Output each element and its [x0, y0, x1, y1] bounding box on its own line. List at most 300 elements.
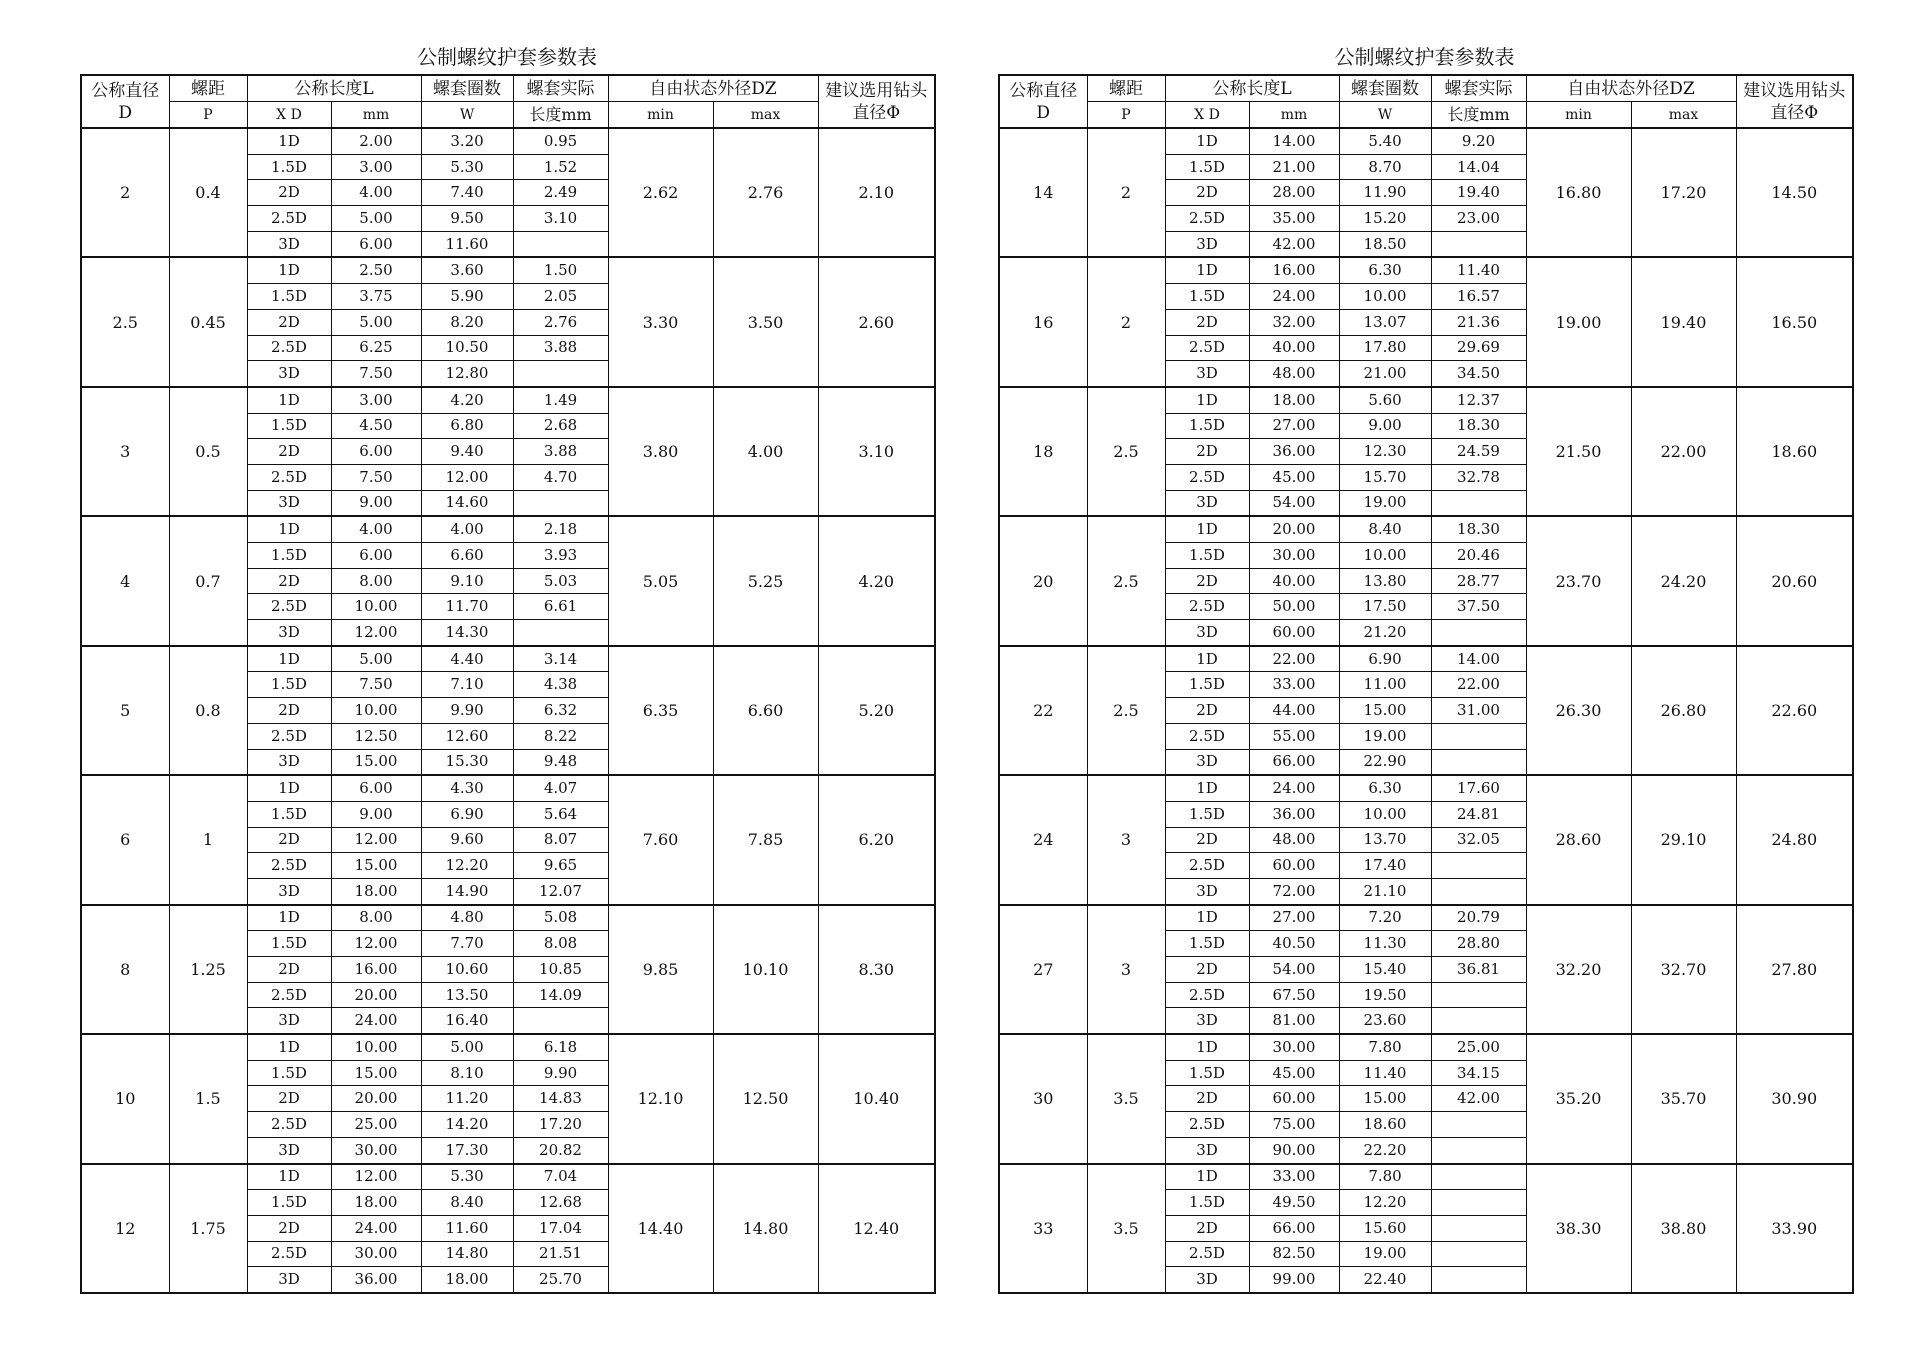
table-row [999, 387, 1853, 413]
drill-diameter-cell: 14.50 [1736, 128, 1853, 257]
length-multiplier-cell: 2D [1165, 1215, 1249, 1241]
free-od-max-cell: 7.85 [713, 775, 818, 904]
actual-length-cell: 20.79 [1431, 905, 1526, 931]
free-od-max-cell: 5.25 [713, 516, 818, 645]
actual-length-cell: 10.85 [513, 957, 608, 983]
free-od-min-cell: 28.60 [1526, 775, 1631, 904]
drill-diameter-cell: 8.30 [818, 905, 935, 1034]
coils-cell: 14.30 [421, 620, 513, 646]
header-actual-length: 螺套实际 [1431, 75, 1526, 102]
length-mm-cell: 14.00 [1249, 128, 1339, 154]
nominal-diameter-cell: 2 [81, 128, 169, 257]
coils-cell: 15.00 [1339, 698, 1431, 724]
length-mm-cell: 82.50 [1249, 1241, 1339, 1267]
pitch-cell: 1.25 [169, 905, 247, 1034]
free-od-max-cell: 32.70 [1631, 905, 1736, 1034]
free-od-max-cell: 14.80 [713, 1164, 818, 1293]
length-mm-cell: 24.00 [331, 1215, 421, 1241]
actual-length-cell: 1.49 [513, 387, 608, 413]
coils-cell: 3.60 [421, 257, 513, 283]
length-mm-cell: 15.00 [331, 749, 421, 775]
actual-length-cell: 29.69 [1431, 335, 1526, 361]
nominal-diameter-cell: 27 [999, 905, 1087, 1034]
length-multiplier-cell: 1.5D [247, 1060, 331, 1086]
table-row [999, 646, 1853, 672]
length-mm-cell: 45.00 [1249, 1060, 1339, 1086]
drill-diameter-cell: 18.60 [1736, 387, 1853, 516]
actual-length-cell: 42.00 [1431, 1086, 1526, 1112]
actual-length-cell: 24.81 [1431, 801, 1526, 827]
length-multiplier-cell: 1D [1165, 905, 1249, 931]
pitch-cell: 0.5 [169, 387, 247, 516]
header-actual-length-unit: 长度mm [513, 102, 608, 129]
length-multiplier-cell: 1.5D [247, 284, 331, 310]
length-mm-cell: 81.00 [1249, 1008, 1339, 1034]
coils-cell: 14.60 [421, 490, 513, 516]
table-row [999, 128, 1853, 154]
length-multiplier-cell: 1.5D [1165, 154, 1249, 180]
free-od-max-cell: 22.00 [1631, 387, 1736, 516]
length-multiplier-cell: 1D [247, 257, 331, 283]
length-mm-cell: 16.00 [1249, 257, 1339, 283]
coils-cell: 22.40 [1339, 1267, 1431, 1293]
actual-length-cell: 16.57 [1431, 284, 1526, 310]
actual-length-cell: 5.08 [513, 905, 608, 931]
coils-cell: 22.20 [1339, 1137, 1431, 1163]
actual-length-cell: 17.04 [513, 1215, 608, 1241]
actual-length-cell: 3.14 [513, 646, 608, 672]
coils-cell: 10.00 [1339, 801, 1431, 827]
length-multiplier-cell: 2.5D [1165, 723, 1249, 749]
drill-diameter-cell: 2.10 [818, 128, 935, 257]
free-od-min-cell: 9.85 [608, 905, 713, 1034]
coils-cell: 9.50 [421, 206, 513, 232]
coils-cell: 8.40 [1339, 516, 1431, 542]
length-multiplier-cell: 2D [247, 309, 331, 335]
actual-length-cell: 2.18 [513, 516, 608, 542]
free-od-min-cell: 5.05 [608, 516, 713, 645]
coils-cell: 13.70 [1339, 827, 1431, 853]
drill-diameter-cell: 22.60 [1736, 646, 1853, 775]
length-mm-cell: 30.00 [331, 1137, 421, 1163]
actual-length-cell: 17.20 [513, 1112, 608, 1138]
actual-length-cell: 7.04 [513, 1164, 608, 1190]
table-row [999, 516, 1853, 542]
coils-cell: 7.80 [1339, 1164, 1431, 1190]
length-multiplier-cell: 1.5D [1165, 1190, 1249, 1216]
coils-cell: 9.10 [421, 568, 513, 594]
actual-length-cell: 3.93 [513, 543, 608, 569]
actual-length-cell: 32.78 [1431, 464, 1526, 490]
length-mm-cell: 5.00 [331, 646, 421, 672]
length-multiplier-cell: 3D [247, 878, 331, 904]
length-multiplier-cell: 3D [1165, 749, 1249, 775]
length-mm-cell: 21.00 [1249, 154, 1339, 180]
length-multiplier-cell: 1.5D [247, 1190, 331, 1216]
length-multiplier-cell: 1D [247, 516, 331, 542]
length-multiplier-cell: 1D [247, 1164, 331, 1190]
coils-cell: 22.90 [1339, 749, 1431, 775]
coils-cell: 15.30 [421, 749, 513, 775]
length-multiplier-cell: 2.5D [1165, 594, 1249, 620]
header-xd: X D [247, 102, 331, 129]
length-multiplier-cell: 2D [247, 180, 331, 206]
length-multiplier-cell: 3D [1165, 878, 1249, 904]
coils-cell: 9.40 [421, 439, 513, 465]
length-multiplier-cell: 1.5D [1165, 413, 1249, 439]
length-multiplier-cell: 1.5D [1165, 1060, 1249, 1086]
coils-cell: 23.60 [1339, 1008, 1431, 1034]
nominal-diameter-cell: 22 [999, 646, 1087, 775]
nominal-diameter-cell: 14 [999, 128, 1087, 257]
length-mm-cell: 90.00 [1249, 1137, 1339, 1163]
drill-diameter-cell: 24.80 [1736, 775, 1853, 904]
length-mm-cell: 7.50 [331, 361, 421, 387]
length-mm-cell: 67.50 [1249, 982, 1339, 1008]
actual-length-cell: 18.30 [1431, 516, 1526, 542]
length-multiplier-cell: 1.5D [1165, 672, 1249, 698]
nominal-diameter-cell: 2.5 [81, 257, 169, 386]
free-od-max-cell: 4.00 [713, 387, 818, 516]
header-drill-diameter: 建议选用钻头直径Φ [818, 75, 935, 128]
table-row [81, 1164, 935, 1190]
actual-length-cell: 6.18 [513, 1034, 608, 1060]
length-mm-cell: 18.00 [1249, 387, 1339, 413]
nominal-diameter-cell: 6 [81, 775, 169, 904]
length-multiplier-cell: 2D [1165, 309, 1249, 335]
length-multiplier-cell: 3D [1165, 231, 1249, 257]
table-row [81, 775, 935, 801]
nominal-diameter-cell: 30 [999, 1034, 1087, 1163]
length-multiplier-cell: 3D [1165, 1267, 1249, 1293]
length-mm-cell: 12.50 [331, 723, 421, 749]
nominal-diameter-cell: 16 [999, 257, 1087, 386]
header-pitch-unit: P [1087, 102, 1165, 129]
actual-length-cell [1431, 1241, 1526, 1267]
header-coils: 螺套圈数 [1339, 75, 1431, 102]
length-mm-cell: 60.00 [1249, 620, 1339, 646]
coils-cell: 13.80 [1339, 568, 1431, 594]
length-multiplier-cell: 2D [1165, 698, 1249, 724]
actual-length-cell: 0.95 [513, 128, 608, 154]
actual-length-cell [513, 620, 608, 646]
coils-cell: 15.00 [1339, 1086, 1431, 1112]
length-multiplier-cell: 3D [247, 749, 331, 775]
table-row [81, 387, 935, 413]
nominal-diameter-cell: 4 [81, 516, 169, 645]
header-free-od: 自由状态外径DZ [608, 75, 818, 102]
actual-length-cell: 20.82 [513, 1137, 608, 1163]
pitch-cell: 0.7 [169, 516, 247, 645]
header-xd: X D [1165, 102, 1249, 129]
length-mm-cell: 22.00 [1249, 646, 1339, 672]
actual-length-cell [1431, 1008, 1526, 1034]
coils-cell: 5.90 [421, 284, 513, 310]
free-od-min-cell: 23.70 [1526, 516, 1631, 645]
length-multiplier-cell: 3D [247, 1008, 331, 1034]
pitch-cell: 2.5 [1087, 516, 1165, 645]
coils-cell: 19.00 [1339, 490, 1431, 516]
length-multiplier-cell: 2D [247, 439, 331, 465]
coils-cell: 19.50 [1339, 982, 1431, 1008]
coils-cell: 19.00 [1339, 1241, 1431, 1267]
length-multiplier-cell: 1D [1165, 128, 1249, 154]
actual-length-cell: 5.64 [513, 801, 608, 827]
free-od-min-cell: 21.50 [1526, 387, 1631, 516]
coils-cell: 15.60 [1339, 1215, 1431, 1241]
length-mm-cell: 7.50 [331, 672, 421, 698]
free-od-max-cell: 3.50 [713, 257, 818, 386]
length-multiplier-cell: 1D [1165, 775, 1249, 801]
coils-cell: 6.90 [421, 801, 513, 827]
header-min: min [608, 102, 713, 129]
length-mm-cell: 18.00 [331, 878, 421, 904]
free-od-min-cell: 19.00 [1526, 257, 1631, 386]
drill-diameter-cell: 10.40 [818, 1034, 935, 1163]
drill-diameter-cell: 16.50 [1736, 257, 1853, 386]
length-multiplier-cell: 3D [1165, 620, 1249, 646]
length-multiplier-cell: 2.5D [247, 206, 331, 232]
actual-length-cell: 21.36 [1431, 309, 1526, 335]
header-row [999, 75, 1853, 102]
length-multiplier-cell: 1.5D [1165, 284, 1249, 310]
header-coils-unit: W [1339, 102, 1431, 129]
coils-cell: 5.00 [421, 1034, 513, 1060]
actual-length-cell: 25.00 [1431, 1034, 1526, 1060]
length-multiplier-cell: 2D [1165, 568, 1249, 594]
length-mm-cell: 7.50 [331, 464, 421, 490]
actual-length-cell: 2.68 [513, 413, 608, 439]
length-multiplier-cell: 2.5D [247, 853, 331, 879]
actual-length-cell: 9.48 [513, 749, 608, 775]
pitch-cell: 3.5 [1087, 1164, 1165, 1293]
actual-length-cell: 34.50 [1431, 361, 1526, 387]
length-mm-cell: 55.00 [1249, 723, 1339, 749]
header-subrow [999, 102, 1853, 129]
length-mm-cell: 9.00 [331, 490, 421, 516]
header-nominal-length: 公称长度L [1165, 75, 1339, 102]
coils-cell: 8.70 [1339, 154, 1431, 180]
actual-length-cell: 14.00 [1431, 646, 1526, 672]
table-row [81, 516, 935, 542]
length-multiplier-cell: 2D [247, 957, 331, 983]
length-mm-cell: 32.00 [1249, 309, 1339, 335]
free-od-min-cell: 38.30 [1526, 1164, 1631, 1293]
header-nominal-diameter: 公称直径 D [999, 75, 1087, 128]
length-multiplier-cell: 2D [1165, 180, 1249, 206]
actual-length-cell: 12.07 [513, 878, 608, 904]
length-multiplier-cell: 3D [247, 231, 331, 257]
actual-length-cell: 8.22 [513, 723, 608, 749]
actual-length-cell: 6.61 [513, 594, 608, 620]
length-multiplier-cell: 2.5D [1165, 335, 1249, 361]
actual-length-cell: 17.60 [1431, 775, 1526, 801]
length-multiplier-cell: 3D [1165, 1137, 1249, 1163]
actual-length-cell: 4.07 [513, 775, 608, 801]
coils-cell: 17.40 [1339, 853, 1431, 879]
actual-length-cell: 9.20 [1431, 128, 1526, 154]
length-mm-cell: 3.00 [331, 387, 421, 413]
pitch-cell: 3 [1087, 905, 1165, 1034]
length-mm-cell: 4.00 [331, 180, 421, 206]
pitch-cell: 0.4 [169, 128, 247, 257]
coils-cell: 4.40 [421, 646, 513, 672]
header-pitch: 螺距 [1087, 75, 1165, 102]
length-mm-cell: 6.00 [331, 775, 421, 801]
length-mm-cell: 6.00 [331, 439, 421, 465]
actual-length-cell: 14.83 [513, 1086, 608, 1112]
coils-cell: 18.60 [1339, 1112, 1431, 1138]
actual-length-cell [513, 231, 608, 257]
length-mm-cell: 2.50 [331, 257, 421, 283]
actual-length-cell [1431, 1137, 1526, 1163]
actual-length-cell [1431, 231, 1526, 257]
free-od-min-cell: 2.62 [608, 128, 713, 257]
actual-length-cell [1431, 749, 1526, 775]
drill-diameter-cell: 20.60 [1736, 516, 1853, 645]
nominal-diameter-cell: 12 [81, 1164, 169, 1293]
coils-cell: 4.20 [421, 387, 513, 413]
free-od-min-cell: 6.35 [608, 646, 713, 775]
actual-length-cell: 20.46 [1431, 543, 1526, 569]
length-mm-cell: 15.00 [331, 853, 421, 879]
header-max: max [713, 102, 818, 129]
free-od-max-cell: 10.10 [713, 905, 818, 1034]
length-mm-cell: 66.00 [1249, 749, 1339, 775]
free-od-min-cell: 3.30 [608, 257, 713, 386]
header-max: max [1631, 102, 1736, 129]
coils-cell: 7.10 [421, 672, 513, 698]
coils-cell: 10.00 [1339, 543, 1431, 569]
header-coils-unit: W [421, 102, 513, 129]
table-title: 公制螺纹护套参数表 [417, 45, 597, 69]
free-od-min-cell: 12.10 [608, 1034, 713, 1163]
coils-cell: 5.30 [421, 1164, 513, 1190]
length-mm-cell: 48.00 [1249, 361, 1339, 387]
free-od-max-cell: 17.20 [1631, 128, 1736, 257]
length-multiplier-cell: 1D [247, 905, 331, 931]
actual-length-cell: 1.52 [513, 154, 608, 180]
coils-cell: 6.30 [1339, 775, 1431, 801]
length-multiplier-cell: 1D [247, 387, 331, 413]
length-mm-cell: 5.00 [331, 206, 421, 232]
coils-cell: 7.70 [421, 931, 513, 957]
pitch-cell: 2.5 [1087, 646, 1165, 775]
actual-length-cell: 8.08 [513, 931, 608, 957]
length-multiplier-cell: 3D [1165, 361, 1249, 387]
coils-cell: 14.90 [421, 878, 513, 904]
actual-length-cell: 3.88 [513, 335, 608, 361]
coils-cell: 8.10 [421, 1060, 513, 1086]
coils-cell: 11.90 [1339, 180, 1431, 206]
length-mm-cell: 12.00 [331, 827, 421, 853]
actual-length-cell [1431, 1164, 1526, 1190]
length-multiplier-cell: 3D [247, 361, 331, 387]
coils-cell: 10.50 [421, 335, 513, 361]
length-multiplier-cell: 2.5D [247, 1112, 331, 1138]
table-row [81, 1034, 935, 1060]
table-row [999, 1034, 1853, 1060]
free-od-max-cell: 38.80 [1631, 1164, 1736, 1293]
length-multiplier-cell: 1D [1165, 1034, 1249, 1060]
actual-length-cell: 6.32 [513, 698, 608, 724]
length-multiplier-cell: 3D [247, 490, 331, 516]
parameter-table [998, 74, 1854, 1294]
coils-cell: 7.40 [421, 180, 513, 206]
length-multiplier-cell: 2.5D [247, 982, 331, 1008]
coils-cell: 10.60 [421, 957, 513, 983]
coils-cell: 12.60 [421, 723, 513, 749]
length-mm-cell: 99.00 [1249, 1267, 1339, 1293]
actual-length-cell: 32.05 [1431, 827, 1526, 853]
length-multiplier-cell: 2D [1165, 439, 1249, 465]
coils-cell: 5.60 [1339, 387, 1431, 413]
coils-cell: 15.70 [1339, 464, 1431, 490]
length-mm-cell: 20.00 [331, 982, 421, 1008]
actual-length-cell [1431, 853, 1526, 879]
length-multiplier-cell: 2D [247, 1215, 331, 1241]
header-nominal-diameter: 公称直径 D [81, 75, 169, 128]
drill-diameter-cell: 2.60 [818, 257, 935, 386]
actual-length-cell [1431, 490, 1526, 516]
coils-cell: 15.20 [1339, 206, 1431, 232]
table-row [81, 905, 935, 931]
table-row [999, 1164, 1853, 1190]
coils-cell: 11.00 [1339, 672, 1431, 698]
length-mm-cell: 54.00 [1249, 957, 1339, 983]
actual-length-cell: 37.50 [1431, 594, 1526, 620]
pitch-cell: 3 [1087, 775, 1165, 904]
drill-diameter-cell: 6.20 [818, 775, 935, 904]
length-multiplier-cell: 1D [247, 128, 331, 154]
nominal-diameter-cell: 33 [999, 1164, 1087, 1293]
parameter-table [80, 74, 936, 1294]
actual-length-cell: 21.51 [513, 1241, 608, 1267]
table-body [81, 128, 935, 1293]
header-pitch: 螺距 [169, 75, 247, 102]
table-title: 公制螺纹护套参数表 [1334, 45, 1515, 69]
coils-cell: 11.60 [421, 1215, 513, 1241]
nominal-diameter-cell: 18 [999, 387, 1087, 516]
length-mm-cell: 10.00 [331, 1034, 421, 1060]
length-multiplier-cell: 2.5D [247, 723, 331, 749]
length-multiplier-cell: 2D [247, 568, 331, 594]
table-row [81, 646, 935, 672]
free-od-max-cell: 19.40 [1631, 257, 1736, 386]
length-mm-cell: 36.00 [1249, 439, 1339, 465]
length-mm-cell: 72.00 [1249, 878, 1339, 904]
free-od-max-cell: 29.10 [1631, 775, 1736, 904]
length-mm-cell: 30.00 [1249, 543, 1339, 569]
length-mm-cell: 75.00 [1249, 1112, 1339, 1138]
length-mm-cell: 18.00 [331, 1190, 421, 1216]
length-multiplier-cell: 2.5D [1165, 982, 1249, 1008]
length-mm-cell: 36.00 [331, 1267, 421, 1293]
actual-length-cell [513, 1008, 608, 1034]
length-multiplier-cell: 2.5D [247, 594, 331, 620]
free-od-min-cell: 3.80 [608, 387, 713, 516]
actual-length-cell [1431, 1267, 1526, 1293]
coils-cell: 9.90 [421, 698, 513, 724]
coils-cell: 12.20 [1339, 1190, 1431, 1216]
length-multiplier-cell: 2D [1165, 1086, 1249, 1112]
coils-cell: 18.00 [421, 1267, 513, 1293]
coils-cell: 4.00 [421, 516, 513, 542]
coils-cell: 7.80 [1339, 1034, 1431, 1060]
pitch-cell: 3.5 [1087, 1034, 1165, 1163]
coils-cell: 6.90 [1339, 646, 1431, 672]
coils-cell: 12.30 [1339, 439, 1431, 465]
